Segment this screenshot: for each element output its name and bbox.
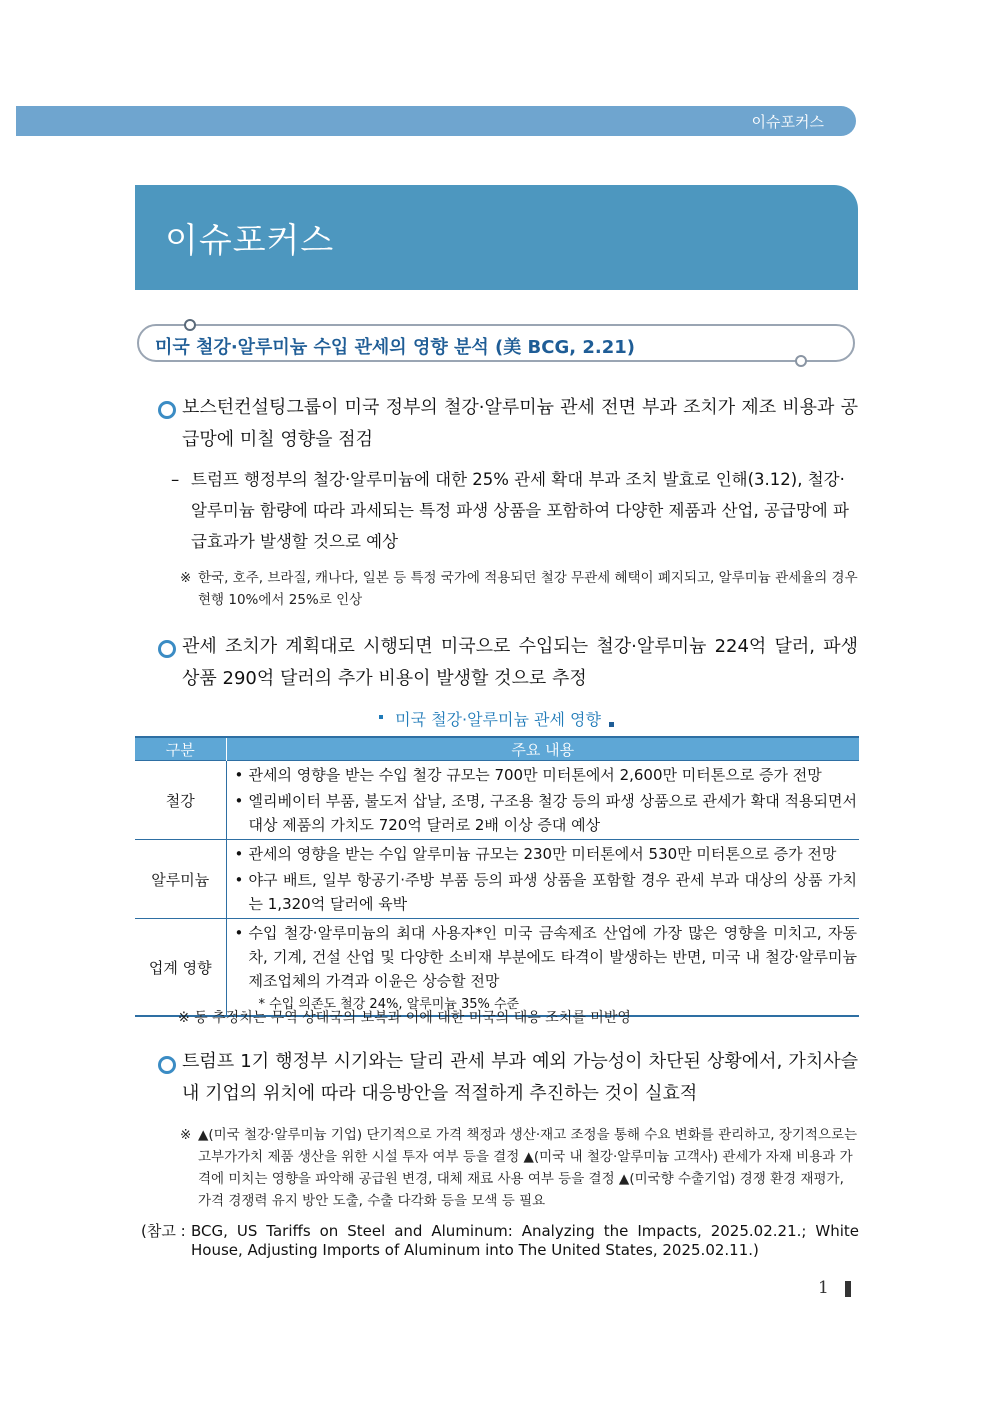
subtitle-box (137, 324, 855, 362)
page-marker-icon (845, 1281, 851, 1297)
list-item-text: 엘리베이터 부품, 불도저 삽날, 조명, 구조용 철강 등의 파생 상품으로 관세가 확대 적용되면서 대상 제품의 가치도 720억 달러로 2배 이상 증대 예상 (248, 792, 857, 834)
table-row (135, 840, 859, 919)
row-content (226, 919, 859, 1017)
impact-table (135, 736, 859, 1017)
article-subtitle: 미국 철강·알루미늄 수입 관세의 영향 분석 (美 BCG, 2.21) (155, 337, 635, 358)
table-caption (135, 707, 858, 730)
column-header: 주요 내용 (226, 737, 859, 761)
decor-dot-icon (184, 319, 196, 331)
list-item-text: 관세의 영향을 받는 수입 알루미늄 규모는 230만 미터톤에서 530만 미터톤으로 증가 전망 (248, 845, 837, 863)
list-item-text: 관세의 영향을 받는 수입 철강 규모는 700만 미터톤에서 2,600만 미터톤으로 증가 전망 (248, 766, 822, 784)
table-row (135, 761, 859, 840)
square-bullet-icon (609, 722, 614, 727)
point-note-text: 한국, 호주, 브라질, 캐나다, 일본 등 특정 국가에 적용되던 철강 무관세 혜택이 폐지되고, 알루미늄 관세율의 경우 현행 10%에서 25%로 인상 (198, 570, 858, 608)
header-bar (16, 106, 856, 136)
point-detail-text: 트럼프 행정부의 철강·알루미늄에 대한 25% 관세 확대 부과 조치 발효로 인해(3.12), 철강·알루미늄 함량에 따라 과세되는 특정 파생 상품을 포함하여 다양한 제품과 산업, 공급망에 파급효과가 발생할 것으로 예상 (191, 470, 849, 551)
decor-dot-icon (795, 355, 807, 367)
reference-mark-icon: ※ (180, 570, 192, 586)
row-content (226, 840, 859, 919)
title-panel (135, 185, 858, 290)
list-item: • 관세의 영향을 받는 수입 알루미늄 규모는 230만 미터톤에서 530만 미터톤으로 증가 전망 (234, 845, 837, 863)
list-item: • 관세의 영향을 받는 수입 철강 규모는 700만 미터톤에서 2,600만 미터톤으로 증가 전망 (234, 766, 822, 784)
column-header: 구분 (135, 737, 226, 761)
square-bullet-icon (379, 715, 383, 719)
list-item-text: 야구 배트, 일부 항공기·주방 부품 등의 파생 상품을 포함할 경우 관세 부과 대상의 상품 가치는 1,320억 달러에 육박 (248, 871, 857, 913)
list-item-text: 수입 철강·알루미늄의 최대 사용자*인 미국 금속제조 산업에 가장 많은 영향을 미치고, 자동차, 기계, 건설 산업 및 다양한 소비재 부분에도 타격이 발생하는 반면, 미국 내 철강·알루미늄 제조업체의 가격과 이윤은 상승할 전망 (248, 924, 857, 990)
point-note (180, 567, 858, 611)
page-title: 이슈포커스 (165, 221, 335, 261)
row-category: 업계 영향 (135, 919, 226, 1017)
point-main: 보스턴컨설팅그룹이 미국 정부의 철강·알루미늄 관세 전면 부과 조치가 제조 비용과 공급망에 미칠 영향을 점검 (182, 397, 858, 450)
list-item: • 야구 배트, 일부 항공기·주방 부품 등의 파생 상품을 포함할 경우 관세 부과 대상의 상품 가치는 1,320억 달러에 육박 (234, 871, 857, 913)
row-content (226, 761, 859, 840)
list-item: • 엘리베이터 부품, 불도저 삽날, 조명, 구조용 철강 등의 파생 상품으로 관세가 확대 적용되면서 대상 제품의 가치도 720억 달러로 2배 이상 증대 예상 (234, 792, 857, 834)
point-main: 관세 조치가 계획대로 시행되면 미국으로 수입되는 철강·알루미늄 224억 달러, 파생 상품 290억 달러의 추가 비용이 발생할 것으로 추정 (182, 636, 858, 689)
point-note-text: ▲(미국 철강·알루미늄 기업) 단기적으로 가격 책정과 생산·재고 조정을 통해 수요 변화를 관리하고, 장기적으로는 고부가가치 제품 생산을 위한 시설 투자 여부 등을 결정 ▲(미국 내 철강·알루미늄 고객사) 관세가 자재 비용과 가격에 미치는 영향을 파악해 공급원 변경, 대체 재료 사용 여부 등을 결정 ▲(미국향 수출기업) 경쟁 환경 재평가, 가격 경쟁력 유지 방안 도출, 수출 다각화 등을 모색 등 필요 (198, 1127, 858, 1209)
reference-mark-icon: ※ (180, 1127, 192, 1143)
circle-bullet-icon (158, 401, 176, 419)
dash-icon: – (171, 470, 180, 489)
reference-label: (참고 : (141, 1222, 186, 1240)
point-main: 트럼프 1기 행정부 시기와는 달리 관세 부과 예외 가능성이 차단된 상황에서, 가치사슬 내 기업의 위치에 따라 대응방안을 적절하게 추진하는 것이 실효적 (182, 1051, 858, 1104)
row-category: 철강 (135, 761, 226, 840)
circle-bullet-icon (158, 640, 176, 658)
table-row (135, 919, 859, 1017)
table-footnote: * 수입 의존도 철강 24%, 알루미늄 35% 수준 (258, 997, 520, 1012)
list-item: • 수입 철강·알루미늄의 최대 사용자*인 미국 금속제조 산업에 가장 많은 영향을 미치고, 자동차, 기계, 건설 산업 및 다양한 소비재 부분에도 타격이 발생하는 반면, 미국 내 철강·알루미늄 제조업체의 가격과 이윤은 상승할 전망 (234, 924, 857, 990)
table-caption-text: 미국 철강·알루미늄 관세 영향 (395, 710, 601, 729)
table-header-row (135, 737, 859, 761)
table-note: ※ 동 추정치는 무역 상대국의 보복과 이에 대한 미국의 대응 조치를 미반영 (178, 1010, 631, 1026)
point-note (180, 1124, 858, 1212)
point-detail (171, 464, 858, 557)
section-label: 이슈포커스 (751, 113, 824, 131)
page-number: 1 (818, 1278, 829, 1298)
row-category: 알루미늄 (135, 840, 226, 919)
circle-bullet-icon (158, 1056, 176, 1074)
reference-text: BCG, US Tariffs on Steel and Aluminum: Analyzing the Impacts, 2025.02.21.; White House, Adjusting Imports of Aluminum into The United States, 2025.02.11.) (191, 1222, 859, 1259)
